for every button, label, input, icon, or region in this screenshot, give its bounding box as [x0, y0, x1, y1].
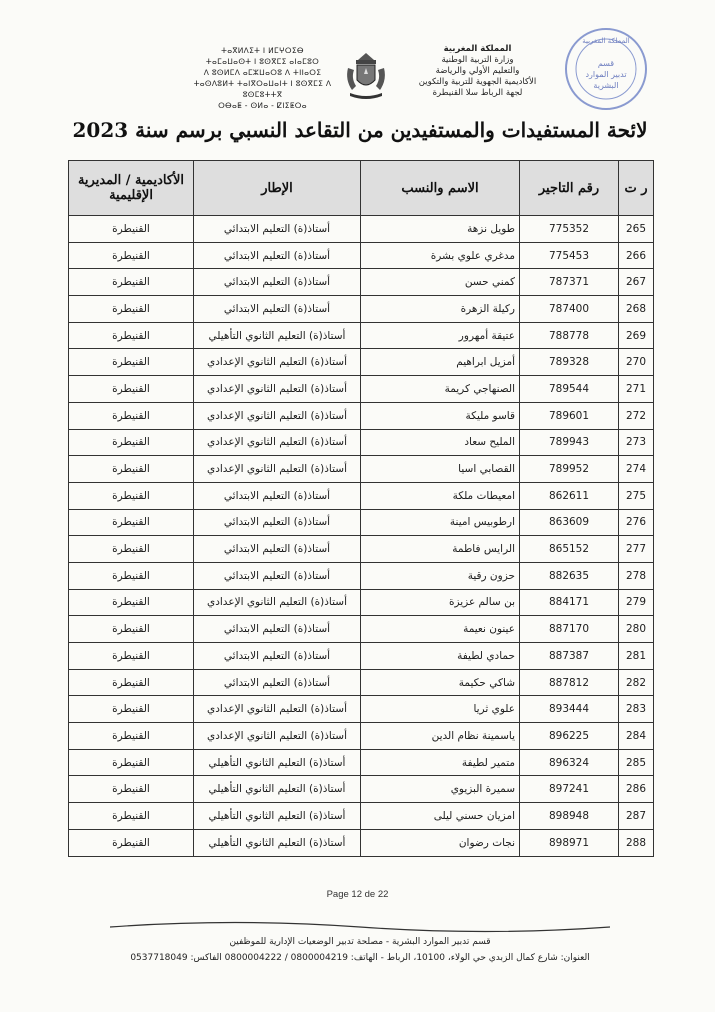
cell-academy: القنيطرة [69, 776, 194, 803]
cell-num: 273 [619, 429, 654, 456]
table-row [69, 829, 654, 856]
cell-academy: القنيطرة [69, 669, 194, 696]
table-row [69, 723, 654, 750]
cell-academy: القنيطرة [69, 696, 194, 723]
table-row [69, 776, 654, 803]
arabic-line: والتعليم الأولي والرياضة [435, 66, 520, 76]
cell-name: متمير لطيفة [361, 749, 520, 776]
cell-num: 271 [619, 376, 654, 403]
cell-num: 274 [619, 456, 654, 483]
cell-reg: 884171 [520, 589, 619, 616]
cell-academy: القنيطرة [69, 376, 194, 403]
cell-grade: أستاذ(ة) التعليم الثانوي التأهيلي [194, 776, 361, 803]
cell-num: 279 [619, 589, 654, 616]
official-stamp [563, 26, 649, 112]
cell-grade: أستاذ(ة) التعليم الابتدائي [194, 536, 361, 563]
cell-num: 281 [619, 643, 654, 670]
table-row [69, 509, 654, 536]
cell-name: ياسمينة نظام الدين [361, 723, 520, 750]
cell-academy: القنيطرة [69, 509, 194, 536]
letterhead [0, 0, 715, 120]
cell-name: حزون رقية [361, 562, 520, 589]
cell-reg: 787400 [520, 296, 619, 323]
cell-grade: أستاذ(ة) التعليم الابتدائي [194, 269, 361, 296]
cell-name: امزيان حسني ليلى [361, 803, 520, 830]
cell-reg: 775453 [520, 242, 619, 269]
stamp-text: تدبير الموارد [585, 70, 627, 79]
col-header-grade: الإطار [194, 161, 361, 216]
table-row [69, 376, 654, 403]
cell-academy: القنيطرة [69, 296, 194, 323]
cell-name: أمزيل ابراهيم [361, 349, 520, 376]
col-header-academy: الأكاديمية / المديرية الإقليمية [69, 161, 194, 216]
cell-academy: القنيطرة [69, 482, 194, 509]
cell-reg: 862611 [520, 482, 619, 509]
footer-line: قسم تدبير الموارد البشرية - مصلحة تدبير الوضعيات الإدارية للموظفين [229, 937, 491, 947]
table-row [69, 643, 654, 670]
cell-academy: القنيطرة [69, 322, 194, 349]
cell-name: امعيطات ملكة [361, 482, 520, 509]
table-row [69, 589, 654, 616]
cell-name: المليح سعاد [361, 429, 520, 456]
cell-num: 285 [619, 749, 654, 776]
tifinagh-letterhead [175, 45, 350, 111]
cell-num: 277 [619, 536, 654, 563]
cell-grade: أستاذ(ة) التعليم الابتدائي [194, 216, 361, 243]
table-header-row [69, 161, 654, 216]
cell-name: نجات رضوان [361, 829, 520, 856]
cell-num: 280 [619, 616, 654, 643]
cell-academy: القنيطرة [69, 829, 194, 856]
cell-grade: أستاذ(ة) التعليم الثانوي التأهيلي [194, 749, 361, 776]
table-row [69, 242, 654, 269]
cell-grade: أستاذ(ة) التعليم الثانوي التأهيلي [194, 829, 361, 856]
retirees-table [68, 160, 654, 857]
cell-num: 287 [619, 803, 654, 830]
cell-num: 269 [619, 322, 654, 349]
arabic-letterhead [395, 44, 560, 99]
cell-grade: أستاذ(ة) التعليم الثانوي الإعدادي [194, 349, 361, 376]
cell-grade: أستاذ(ة) التعليم الابتدائي [194, 669, 361, 696]
cell-academy: القنيطرة [69, 536, 194, 563]
stamp-text: المملكة المغربية [582, 37, 630, 45]
cell-reg: 898971 [520, 829, 619, 856]
cell-grade: أستاذ(ة) التعليم الابتدائي [194, 482, 361, 509]
cell-academy: القنيطرة [69, 456, 194, 483]
tifinagh-line: ⴷ ⵓⵙⵍⵎⴷ ⴰⵎⵣⵡⴰⵔⵓ ⴷ ⵜⵏⵏⴰⵔⵉ [203, 68, 322, 77]
cell-name: ركيلة الزهرة [361, 296, 520, 323]
cell-num: 275 [619, 482, 654, 509]
cell-num: 270 [619, 349, 654, 376]
cell-academy: القنيطرة [69, 402, 194, 429]
arabic-line: وزارة التربية الوطنية [441, 55, 514, 65]
cell-reg: 788778 [520, 322, 619, 349]
cell-reg: 893444 [520, 696, 619, 723]
cell-name: مدغري علوي بشرة [361, 242, 520, 269]
cell-grade: أستاذ(ة) التعليم الثانوي الإعدادي [194, 589, 361, 616]
table-row [69, 669, 654, 696]
table-row [69, 216, 654, 243]
cell-reg: 887812 [520, 669, 619, 696]
cell-academy: القنيطرة [69, 562, 194, 589]
col-header-reg: رقم التاجير [520, 161, 619, 216]
cell-grade: أستاذ(ة) التعليم الابتدائي [194, 242, 361, 269]
cell-reg: 896324 [520, 749, 619, 776]
table-body [69, 216, 654, 857]
cell-grade: أستاذ(ة) التعليم الابتدائي [194, 562, 361, 589]
cell-reg: 787371 [520, 269, 619, 296]
table-row [69, 269, 654, 296]
page-number: Page 12 de 22 [326, 889, 389, 900]
cell-num: 278 [619, 562, 654, 589]
cell-academy: القنيطرة [69, 616, 194, 643]
table-row [69, 349, 654, 376]
cell-name: الرايس فاطمة [361, 536, 520, 563]
table-row [69, 482, 654, 509]
cell-academy: القنيطرة [69, 643, 194, 670]
cell-num: 288 [619, 829, 654, 856]
cell-num: 286 [619, 776, 654, 803]
table-row [69, 803, 654, 830]
cell-reg: 863609 [520, 509, 619, 536]
cell-grade: أستاذ(ة) التعليم الابتدائي [194, 296, 361, 323]
cell-reg: 789952 [520, 456, 619, 483]
table-row [69, 429, 654, 456]
cell-num: 266 [619, 242, 654, 269]
cell-grade: أستاذ(ة) التعليم الثانوي الإعدادي [194, 376, 361, 403]
footer-line: العنوان: شارع كمال الزبدي حي الولاء، 10100، الرباط - الهاتف: 0800004219 / 0800004222 الفاكس: 0537718049 [130, 953, 590, 963]
cell-num: 283 [619, 696, 654, 723]
cell-name: علوي ثريا [361, 696, 520, 723]
cell-num: 267 [619, 269, 654, 296]
cell-reg: 887387 [520, 643, 619, 670]
cell-name: عينون نعيمة [361, 616, 520, 643]
stamp-text: البشرية [593, 81, 619, 90]
cell-num: 282 [619, 669, 654, 696]
tifinagh-line: ⵔⴱⴰⵟ - ⵙⵍⴰ - ⵇⵏⵉⵟⵔⴰ [218, 101, 307, 110]
coat-of-arms-emblem [342, 50, 390, 100]
cell-academy: القنيطرة [69, 749, 194, 776]
cell-name: شاكي حكيمة [361, 669, 520, 696]
cell-num: 276 [619, 509, 654, 536]
cell-reg: 775352 [520, 216, 619, 243]
cell-name: سميرة البزيوي [361, 776, 520, 803]
table-row [69, 616, 654, 643]
arabic-line: المملكة المغربية [443, 44, 512, 54]
cell-reg: 882635 [520, 562, 619, 589]
stamp-text: قسم [597, 59, 615, 68]
cell-academy: القنيطرة [69, 803, 194, 830]
col-header-name: الاسم والنسب [361, 161, 520, 216]
arabic-line: لجهة الرباط سلا القنيطرة [432, 88, 523, 98]
cell-grade: أستاذ(ة) التعليم الثانوي الإعدادي [194, 402, 361, 429]
cell-grade: أستاذ(ة) التعليم الثانوي التأهيلي [194, 322, 361, 349]
cell-name: كمني حسن [361, 269, 520, 296]
table-row [69, 749, 654, 776]
cell-name: ارطوبيس امينة [361, 509, 520, 536]
arabic-line: الأكاديمية الجهوية للتربية والتكوين [418, 77, 537, 87]
cell-num: 265 [619, 216, 654, 243]
cell-name: طويل نزهة [361, 216, 520, 243]
cell-reg: 789943 [520, 429, 619, 456]
cell-grade: أستاذ(ة) التعليم الثانوي الإعدادي [194, 723, 361, 750]
col-header-num: ر ت [619, 161, 654, 216]
cell-reg: 896225 [520, 723, 619, 750]
cell-grade: أستاذ(ة) التعليم الثانوي التأهيلي [194, 803, 361, 830]
table-row [69, 562, 654, 589]
cell-name: بن سالم عزيزة [361, 589, 520, 616]
cell-academy: القنيطرة [69, 216, 194, 243]
table-row [69, 402, 654, 429]
cell-name: القصابي اسيا [361, 456, 520, 483]
cell-grade: أستاذ(ة) التعليم الابتدائي [194, 643, 361, 670]
table-row [69, 696, 654, 723]
cell-grade: أستاذ(ة) التعليم الثانوي الإعدادي [194, 456, 361, 483]
cell-name: عتيقة أمهرور [361, 322, 520, 349]
cell-reg: 865152 [520, 536, 619, 563]
cell-academy: القنيطرة [69, 242, 194, 269]
cell-grade: أستاذ(ة) التعليم الثانوي الإعدادي [194, 696, 361, 723]
cell-reg: 887170 [520, 616, 619, 643]
cell-academy: القنيطرة [69, 589, 194, 616]
tifinagh-line: ⵜⴰⵎⴰⵡⴰⵙⵜ ⵏ ⵓⵙⴳⵎⵉ ⴰⵏⴰⵎⵓⵔ [205, 57, 320, 66]
cell-grade: أستاذ(ة) التعليم الابتدائي [194, 616, 361, 643]
page-footer [120, 934, 600, 966]
cell-name: قاسو مليكة [361, 402, 520, 429]
table-row [69, 456, 654, 483]
document-title: لائحة المستفيدات والمستفيدين من التقاعد النسبي برسم سنة 2023 [72, 118, 648, 142]
cell-grade: أستاذ(ة) التعليم الثانوي الإعدادي [194, 429, 361, 456]
tifinagh-line: ⵜⴰⴳⵍⴷⵉⵜ ⵏ ⵍⵎⵖⵔⵉⴱ [221, 46, 304, 55]
table-row [69, 296, 654, 323]
cell-academy: القنيطرة [69, 269, 194, 296]
cell-academy: القنيطرة [69, 429, 194, 456]
cell-academy: القنيطرة [69, 723, 194, 750]
tifinagh-line: ⵜⴰⵙⴷⵓⵍⵜ ⵜⴰⵏⴳⵔⴰⵡⴰⵏⵜ ⵏ ⵓⵙⴳⵎⵉ ⴷ ⵓⵙⵎⵓⵜⵜⴳ [193, 79, 332, 99]
cell-academy: القنيطرة [69, 349, 194, 376]
cell-name: الصنهاجي كريمة [361, 376, 520, 403]
table-row [69, 322, 654, 349]
cell-reg: 897241 [520, 776, 619, 803]
cell-num: 272 [619, 402, 654, 429]
cell-num: 268 [619, 296, 654, 323]
cell-reg: 898948 [520, 803, 619, 830]
cell-grade: أستاذ(ة) التعليم الابتدائي [194, 509, 361, 536]
cell-reg: 789601 [520, 402, 619, 429]
table-row [69, 536, 654, 563]
cell-name: حمادي لطيفة [361, 643, 520, 670]
cell-num: 284 [619, 723, 654, 750]
cell-reg: 789328 [520, 349, 619, 376]
cell-reg: 789544 [520, 376, 619, 403]
